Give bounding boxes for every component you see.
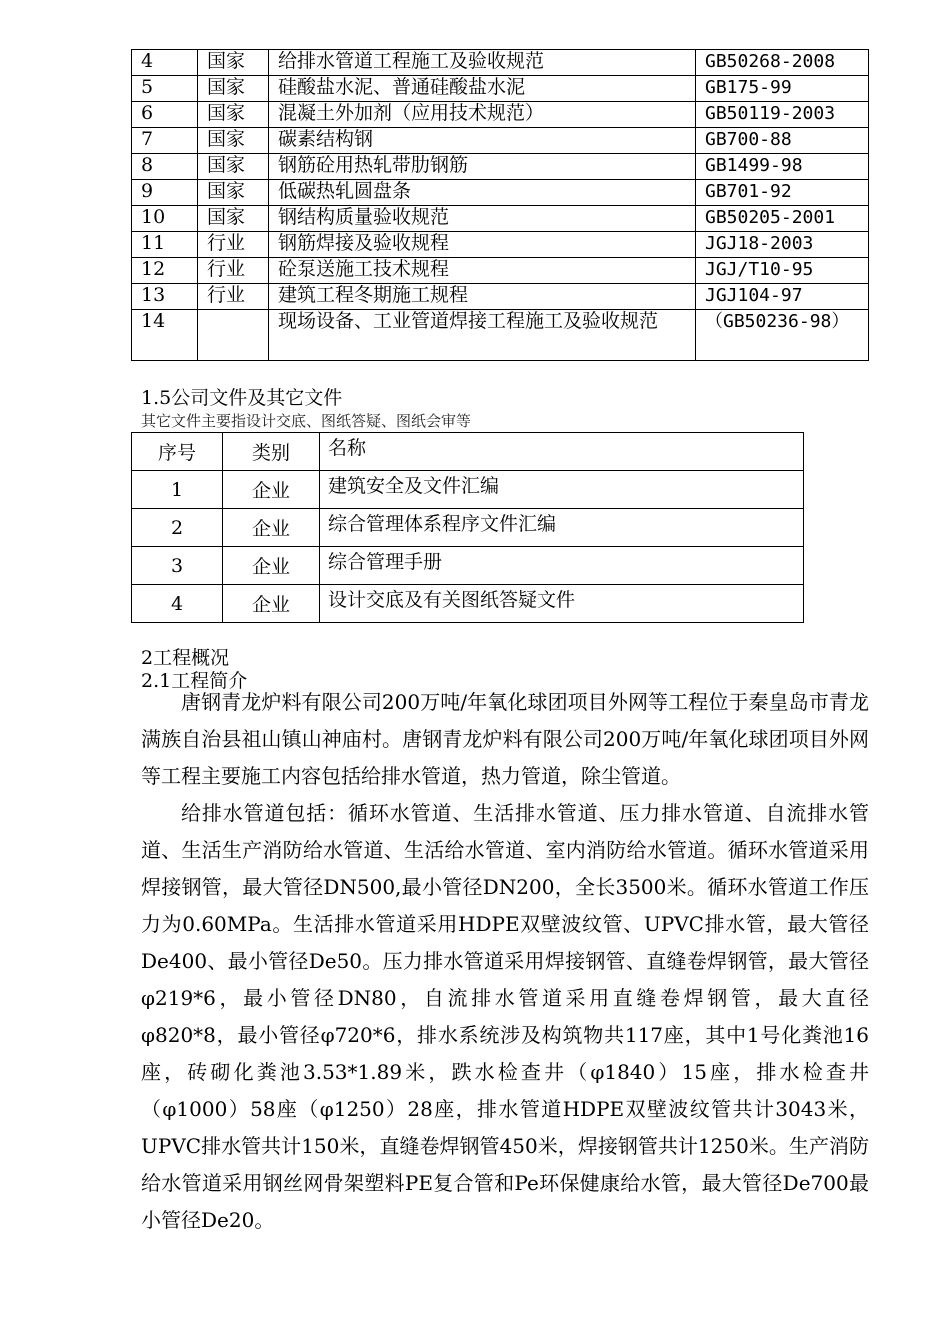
table-row [132,258,869,284]
row-type: 企业 [223,509,320,547]
row-code: GB701-92 [696,180,869,206]
row-code: （GB50236-98） [696,310,869,361]
row-name: 综合管理手册 [320,547,804,585]
section-2-1-title: 2.1工程简介 [141,670,248,692]
company-docs-table [131,432,804,623]
project-description [141,684,869,1239]
header-name: 名称 [320,433,804,471]
row-level: 国家 [198,180,269,206]
table-row [132,585,804,623]
row-number: 10 [132,206,198,232]
row-name: 碳素结构钢 [269,128,696,154]
row-code: GB700-88 [696,128,869,154]
row-name: 设计交底及有关图纸答疑文件 [320,585,804,623]
table-row [132,284,869,310]
table-row [132,76,869,102]
row-number: 13 [132,284,198,310]
row-level: 国家 [198,154,269,180]
row-name: 钢筋砼用热轧带肋钢筋 [269,154,696,180]
row-level [198,310,269,361]
header-type: 类别 [223,433,320,471]
row-level: 国家 [198,102,269,128]
row-code: GB50268-2008 [696,50,869,76]
table-row [132,509,804,547]
row-code: GB50205-2001 [696,206,869,232]
row-number: 2 [132,509,223,547]
row-number: 4 [132,50,198,76]
section-1-5-title: 1.5公司文件及其它文件 [141,387,343,409]
row-type: 企业 [223,585,320,623]
row-number: 8 [132,154,198,180]
table-row [132,232,869,258]
row-code: GB1499-98 [696,154,869,180]
table-row [132,154,869,180]
row-name: 给排水管道工程施工及验收规范 [269,50,696,76]
table-row [132,310,869,361]
table-row [132,206,869,232]
table-row [132,471,804,509]
row-number: 11 [132,232,198,258]
row-number: 4 [132,585,223,623]
standards-table [131,49,869,361]
row-name: 硅酸盐水泥、普通硅酸盐水泥 [269,76,696,102]
row-type: 企业 [223,547,320,585]
row-level: 行业 [198,284,269,310]
section-1-5-note: 其它文件主要指设计交底、图纸答疑、图纸会审等 [141,412,472,430]
row-name: 建筑工程冬期施工规程 [269,284,696,310]
paragraph-water-pipes: 给排水管道包括：循环水管道、生活排水管道、压力排水管道、自流排水管道、生活生产消防给水管道、生活给水管道、室内消防给水管道。循环水管道采用焊接钢管，最大管径DN500,最小管径DN200，全长3500米。循环水管道工作压力为0.60MPa。生活排水管道采用HDPE双壁波纹管、UPVC排水管，最大管径De400、最小管径De50。压力排水管道采用焊接钢管、直缝卷焊钢管，最大管径φ219*6，最小管径DN80，自流排水管道采用直缝卷焊钢管，最大直径φ820*8，最小管径φ720*6，排水系统涉及构筑物共117座，其中1号化粪池16座，砖砌化粪池3.53*1.89米，跌水检查井（φ1840）15座，排水检查井（φ1000）58座（φ1250）28座，排水管道HDPE双壁波纹管共计3043米，UPVC排水管共计150米，直缝卷焊钢管450米，焊接钢管共计1250米。生产消防给水管道采用钢丝网骨架塑料PE复合管和Pe环保健康给水管，最大管径De700最小管径De20。 [141,801,869,1232]
row-code: JGJ/T10-95 [696,258,869,284]
row-level: 行业 [198,258,269,284]
row-number: 9 [132,180,198,206]
row-name: 现场设备、工业管道焊接工程施工及验收规范 [269,310,696,361]
row-name: 建筑安全及文件汇编 [320,471,804,509]
row-level: 国家 [198,76,269,102]
paragraph-intro: 唐钢青龙炉料有限公司200万吨/年氧化球团项目外网等工程位于秦皇岛市青龙满族自治县祖山镇山神庙村。唐钢青龙炉料有限公司200万吨/年氧化球团项目外网等工程主要施工内容包括给排水管道，热力管道，除尘管道。 [141,690,869,788]
row-name: 钢筋焊接及验收规程 [269,232,696,258]
row-number: 5 [132,76,198,102]
row-name: 钢结构质量验收规范 [269,206,696,232]
row-code: GB175-99 [696,76,869,102]
table-row [132,102,869,128]
row-number: 1 [132,471,223,509]
row-number: 14 [132,310,198,361]
row-number: 12 [132,258,198,284]
row-level: 行业 [198,232,269,258]
row-name: 低碳热轧圆盘条 [269,180,696,206]
row-number: 3 [132,547,223,585]
row-name: 综合管理体系程序文件汇编 [320,509,804,547]
table-row [132,180,869,206]
row-code: JGJ18-2003 [696,232,869,258]
row-code: JGJ104-97 [696,284,869,310]
row-number: 6 [132,102,198,128]
row-level: 国家 [198,206,269,232]
row-code: GB50119-2003 [696,102,869,128]
row-level: 国家 [198,128,269,154]
standards-table-body [132,50,869,361]
row-type: 企业 [223,471,320,509]
row-number: 7 [132,128,198,154]
table-row [132,547,804,585]
table-row [132,50,869,76]
row-name: 砼泵送施工技术规程 [269,258,696,284]
row-name: 混凝土外加剂（应用技术规范） [269,102,696,128]
row-level: 国家 [198,50,269,76]
section-2-title: 2工程概况 [141,647,230,669]
company-docs-header-row [132,433,804,471]
table-row [132,128,869,154]
header-no: 序号 [132,433,223,471]
company-docs-table-body [132,471,804,623]
